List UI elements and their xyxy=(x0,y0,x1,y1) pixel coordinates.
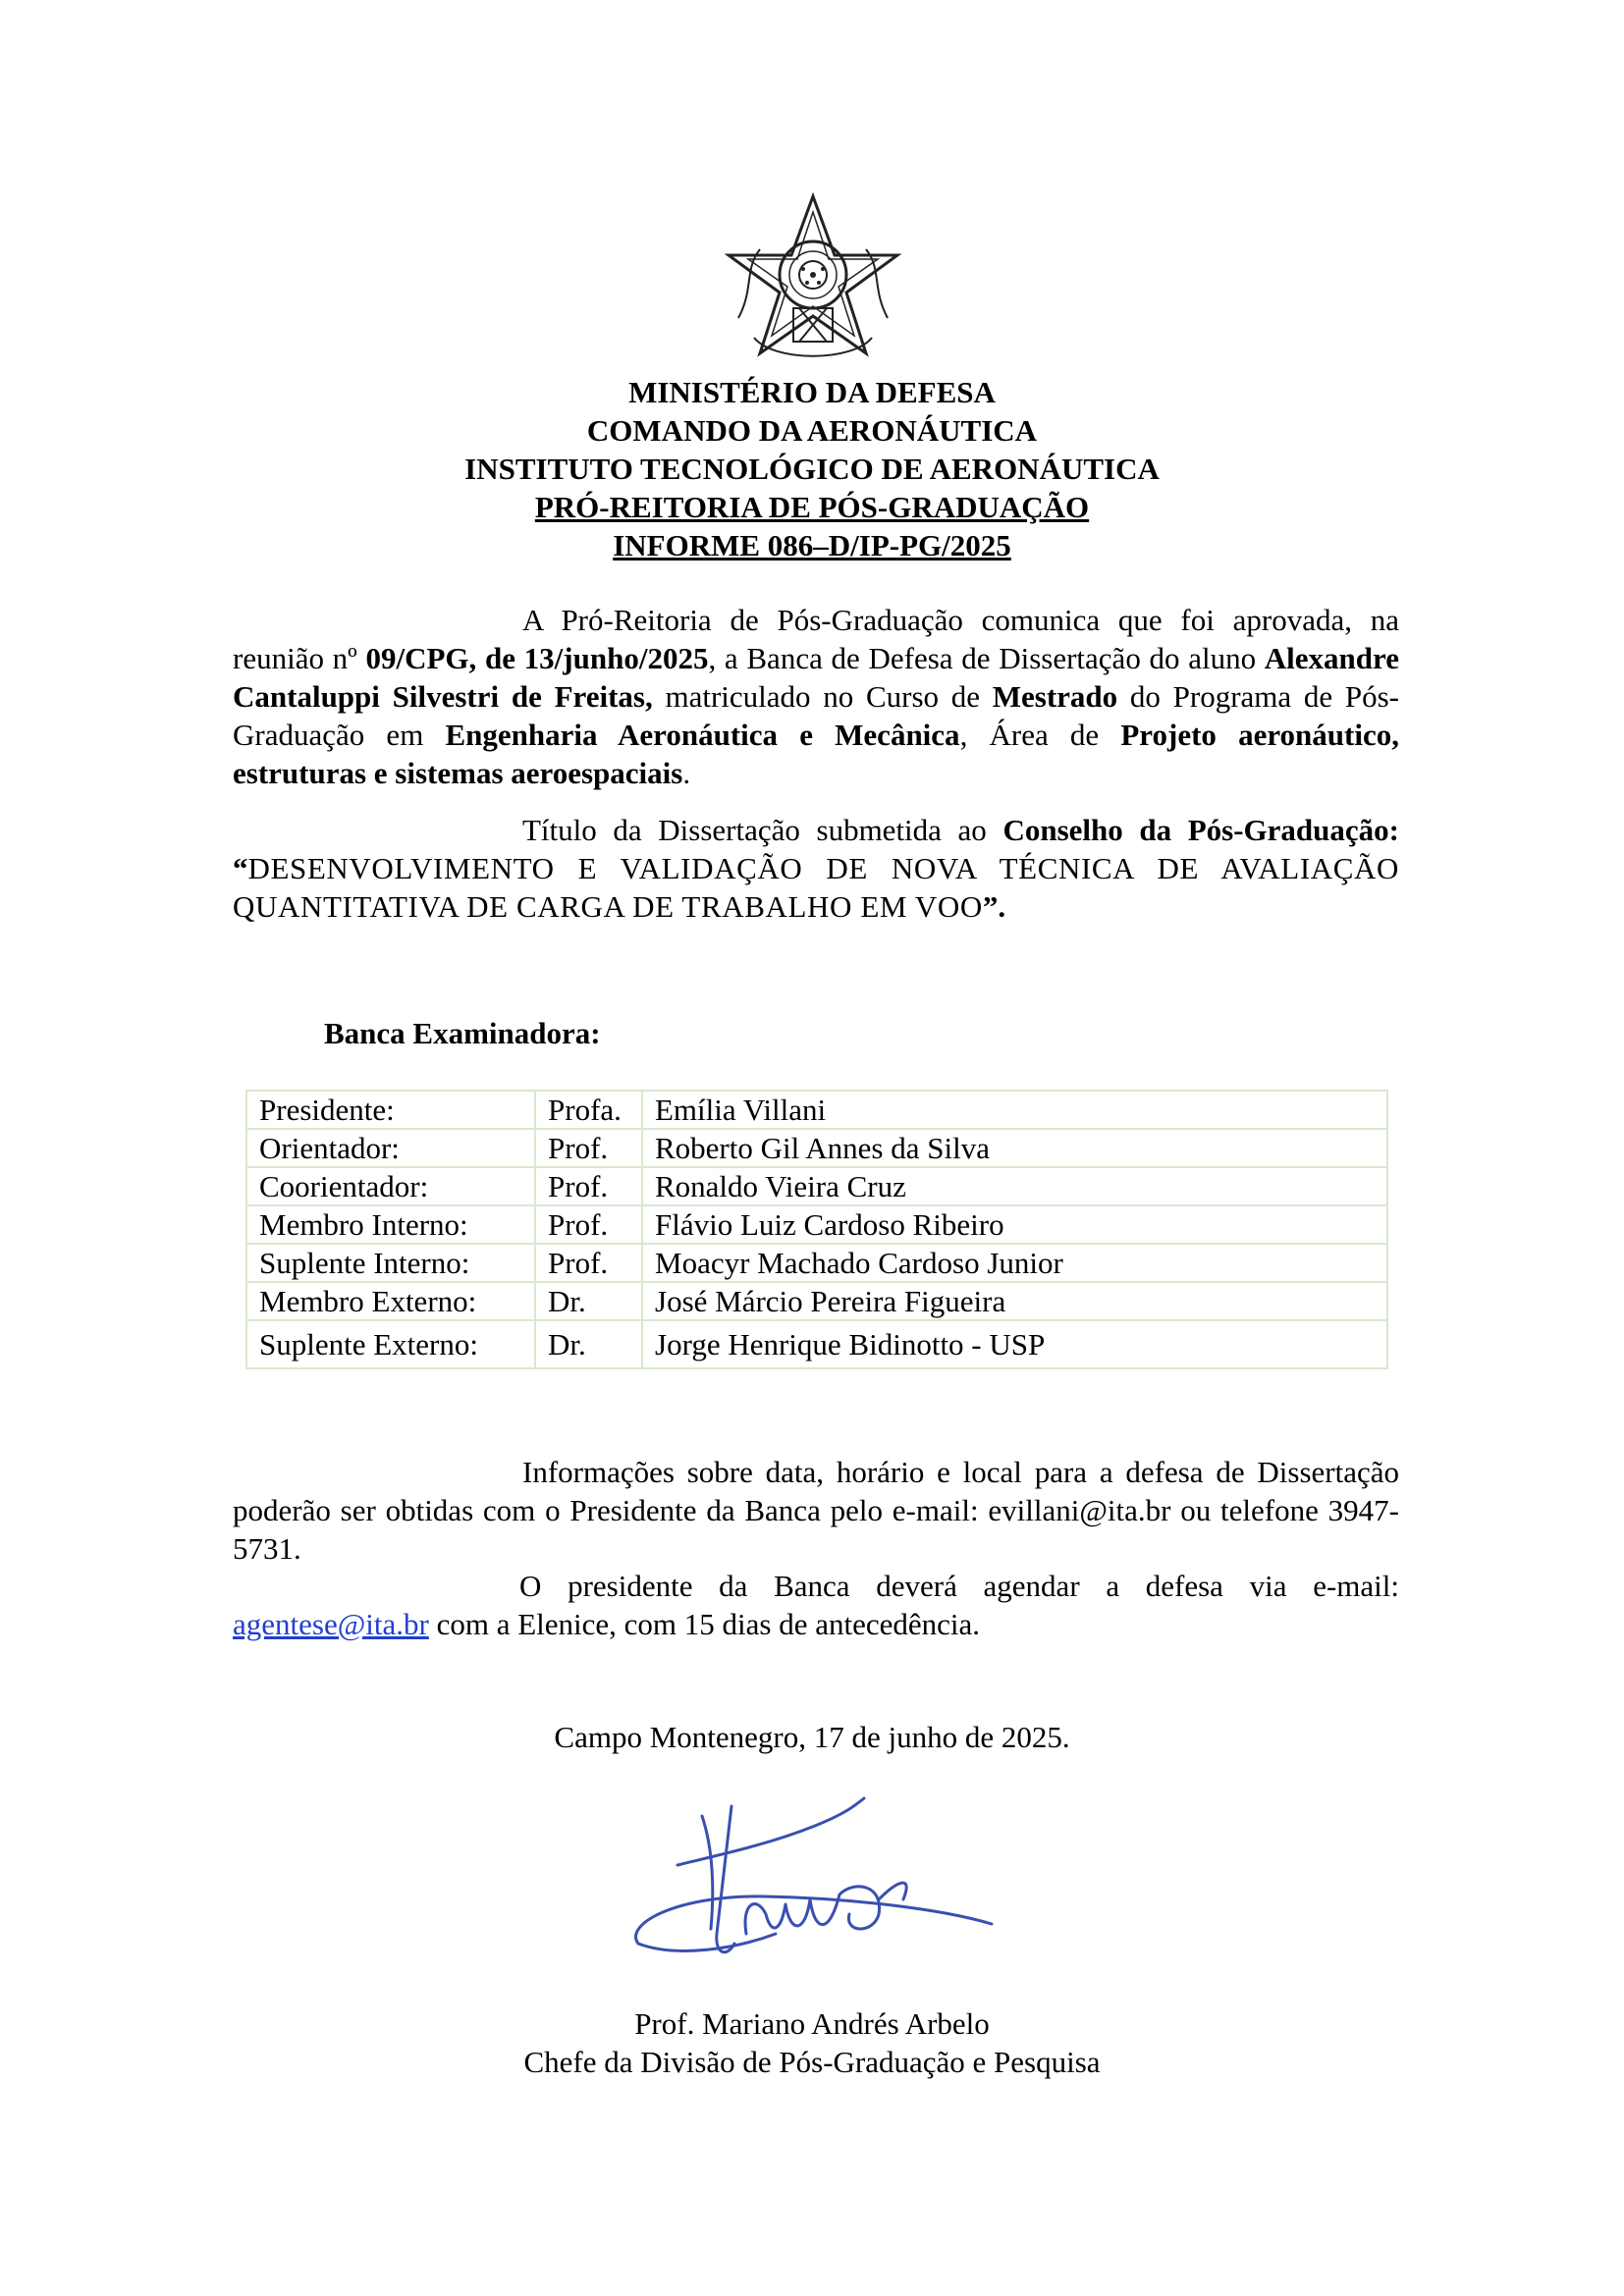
signer-block xyxy=(0,2004,1624,2081)
signer-name: Prof. Mariano Andrés Arbelo xyxy=(634,2006,990,2041)
banca-member-name: Jorge Henrique Bidinotto - USP xyxy=(642,1320,1387,1368)
banca-title: Dr. xyxy=(535,1320,642,1368)
text-segment: O presidente da Banca deverá agendar a defesa via e-mail: xyxy=(519,1569,1399,1603)
banca-role: Suplente Interno: xyxy=(246,1244,535,1282)
text-segment: , Área de xyxy=(959,718,1121,752)
table-row xyxy=(246,1320,1387,1368)
banca-role: Orientador: xyxy=(246,1129,535,1167)
banca-role: Presidente: xyxy=(246,1091,535,1129)
signer-position: Chefe da Divisão de Pós-Graduação e Pesquisa xyxy=(523,2045,1101,2079)
handwritten-signature xyxy=(619,1787,1011,1983)
banca-table xyxy=(245,1090,1388,1369)
header-ministry: MINISTÉRIO DA DEFESA xyxy=(628,375,996,409)
table-row xyxy=(246,1244,1387,1282)
student-name: Alexandre Cantaluppi Silvestri de Freitas, xyxy=(233,641,1399,714)
banca-member-name: Flávio Luiz Cardoso Ribeiro xyxy=(642,1205,1387,1244)
text-segment: com a Elenice, com 15 dias de antecedência. xyxy=(428,1607,981,1641)
banca-title: Profa. xyxy=(535,1091,642,1129)
banca-title: Prof. xyxy=(535,1167,642,1205)
header-pro-reitoria: PRÓ-REITORIA DE PÓS-GRADUAÇÃO xyxy=(534,490,1090,524)
program-name: Engenharia Aeronáutica e Mecânica xyxy=(445,718,960,752)
banca-role: Coorientador: xyxy=(246,1167,535,1205)
place-date: Campo Montenegro, 17 de junho de 2025. xyxy=(554,1720,1070,1754)
table-row xyxy=(246,1282,1387,1320)
header-command: COMANDO DA AERONÁUTICA xyxy=(586,413,1038,448)
banca-member-name: Roberto Gil Annes da Silva xyxy=(642,1129,1387,1167)
council-name: Conselho da Pós-Graduação: xyxy=(1002,813,1399,847)
meeting-reference: 09/CPG, de 13/junho/2025 xyxy=(365,641,709,675)
banca-title: Prof. xyxy=(535,1244,642,1282)
table-row xyxy=(246,1091,1387,1129)
banca-member-name: Moacyr Machado Cardoso Junior xyxy=(642,1244,1387,1282)
header-institute: INSTITUTO TECNOLÓGICO DE AERONÁUTICA xyxy=(464,452,1160,486)
banca-label: Banca Examinadora: xyxy=(324,1016,601,1050)
approval-paragraph xyxy=(233,601,1399,792)
banca-member-name: Emília Villani xyxy=(642,1091,1387,1129)
contact-paragraph: Informações sobre data, horário e local para a defesa de Dissertação poderão ser obtidas com o Presidente da Banca pelo e-mail: evillani@ita.br ou telefone 3947-5731. xyxy=(233,1455,1399,1566)
banca-member-name: José Márcio Pereira Figueira xyxy=(642,1282,1387,1320)
header-informe-number: INFORME 086–D/IP-PG/2025 xyxy=(613,528,1011,562)
area-name: Projeto aeronáutico, estruturas e sistemas aeroespaciais xyxy=(233,718,1399,790)
course-level: Mestrado xyxy=(992,679,1118,714)
text-segment: Título da Dissertação submetida ao xyxy=(522,813,1003,847)
banca-title: Prof. xyxy=(535,1205,642,1244)
text-segment: . xyxy=(682,756,691,790)
text-segment: matriculado no Curso de xyxy=(652,679,993,714)
banca-role: Suplente Externo: xyxy=(246,1320,535,1368)
scheduling-paragraph xyxy=(233,1567,1399,1643)
dissertation-title-paragraph xyxy=(233,811,1399,926)
document-header xyxy=(0,373,1624,564)
table-row xyxy=(246,1167,1387,1205)
banca-member-name: Ronaldo Vieira Cruz xyxy=(642,1167,1387,1205)
agentese-email-link[interactable]: agentese@ita.br xyxy=(233,1607,429,1641)
close-quote: ”. xyxy=(982,889,1006,924)
table-row xyxy=(246,1205,1387,1244)
banca-title: Prof. xyxy=(535,1129,642,1167)
brazil-coat-of-arms-icon xyxy=(725,190,901,377)
banca-role: Membro Externo: xyxy=(246,1282,535,1320)
open-quote: “ xyxy=(233,851,248,885)
dissertation-title: DESENVOLVIMENTO E VALIDAÇÃO DE NOVA TÉCNICA DE AVALIAÇÃO QUANTITATIVA DE CARGA DE TRABALHO EM VOO xyxy=(233,851,1399,924)
text-segment: A Pró-Reitoria de Pós-Graduação comunica que foi aprovada, na reunião nº xyxy=(233,603,1399,675)
text-segment: , a Banca de Defesa de Dissertação do aluno xyxy=(708,641,1265,675)
banca-title: Dr. xyxy=(535,1282,642,1320)
table-row xyxy=(246,1129,1387,1167)
text-segment: do Programa de Pós-Graduação em xyxy=(233,679,1399,752)
banca-role: Membro Interno: xyxy=(246,1205,535,1244)
